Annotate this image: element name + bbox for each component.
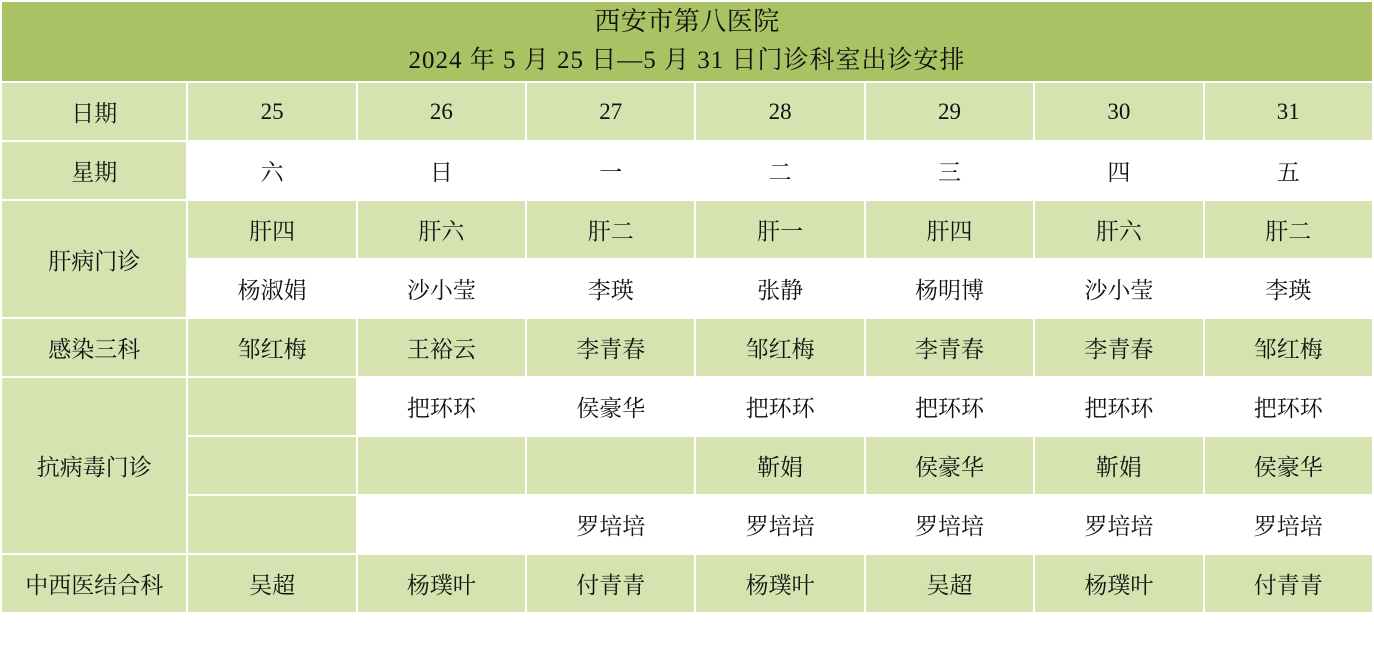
liver-doctor-29: 杨明博 (865, 259, 1034, 318)
weekday-header-row (1, 141, 1373, 200)
liver-clinic-room-row (1, 200, 1373, 259)
date-cell-29: 29 (865, 82, 1034, 141)
antiviral1-27: 侯豪华 (526, 377, 695, 436)
tcm-doctor-27: 付青青 (526, 554, 695, 613)
infection-dept-row (1, 318, 1373, 377)
weekday-cell-wed: 三 (865, 141, 1034, 200)
antiviral3-28: 罗培培 (695, 495, 864, 554)
antiviral2-25 (187, 436, 356, 495)
infection-doctor-26: 王裕云 (357, 318, 526, 377)
liver-room-28: 肝一 (695, 200, 864, 259)
department-infection-3: 感染三科 (1, 318, 187, 377)
tcm-doctor-31: 付青青 (1204, 554, 1373, 613)
tcm-western-row (1, 554, 1373, 613)
liver-clinic-doctor-row (1, 259, 1373, 318)
date-cell-25: 25 (187, 82, 356, 141)
liver-doctor-26: 沙小莹 (357, 259, 526, 318)
antiviral-row-1 (1, 377, 1373, 436)
date-cell-31: 31 (1204, 82, 1373, 141)
department-liver-clinic: 肝病门诊 (1, 200, 187, 318)
tcm-doctor-25: 吴超 (187, 554, 356, 613)
liver-room-25: 肝四 (187, 200, 356, 259)
tcm-doctor-28: 杨璞叶 (695, 554, 864, 613)
antiviral3-30: 罗培培 (1034, 495, 1203, 554)
infection-doctor-25: 邹红梅 (187, 318, 356, 377)
antiviral3-25 (187, 495, 356, 554)
antiviral3-26 (357, 495, 526, 554)
weekday-cell-tue: 二 (695, 141, 864, 200)
weekday-cell-sat: 六 (187, 141, 356, 200)
weekday-cell-mon: 一 (526, 141, 695, 200)
infection-doctor-27: 李青春 (526, 318, 695, 377)
liver-room-26: 肝六 (357, 200, 526, 259)
tcm-doctor-26: 杨璞叶 (357, 554, 526, 613)
title-row (1, 1, 1373, 82)
tcm-doctor-30: 杨璞叶 (1034, 554, 1203, 613)
infection-doctor-29: 李青春 (865, 318, 1034, 377)
date-cell-28: 28 (695, 82, 864, 141)
weekday-cell-fri: 五 (1204, 141, 1373, 200)
antiviral2-27 (526, 436, 695, 495)
antiviral-row-2 (1, 436, 1373, 495)
antiviral2-28: 靳娟 (695, 436, 864, 495)
liver-doctor-27: 李瑛 (526, 259, 695, 318)
hospital-name: 西安市第八医院 (594, 7, 780, 36)
antiviral2-26 (357, 436, 526, 495)
infection-doctor-30: 李青春 (1034, 318, 1203, 377)
infection-doctor-31: 邹红梅 (1204, 318, 1373, 377)
date-range-subtitle: 2024 年 5 月 25 日—5 月 31 日门诊科室出诊安排 (408, 47, 966, 75)
antiviral1-26: 把环环 (357, 377, 526, 436)
date-cell-27: 27 (526, 82, 695, 141)
antiviral1-29: 把环环 (865, 377, 1034, 436)
date-cell-30: 30 (1034, 82, 1203, 141)
date-label: 日期 (1, 82, 187, 141)
weekday-label: 星期 (1, 141, 187, 200)
liver-room-27: 肝二 (526, 200, 695, 259)
weekday-cell-sun: 日 (357, 141, 526, 200)
antiviral2-31: 侯豪华 (1204, 436, 1373, 495)
liver-doctor-25: 杨淑娟 (187, 259, 356, 318)
liver-room-31: 肝二 (1204, 200, 1373, 259)
antiviral3-29: 罗培培 (865, 495, 1034, 554)
antiviral-row-3 (1, 495, 1373, 554)
date-cell-26: 26 (357, 82, 526, 141)
antiviral3-31: 罗培培 (1204, 495, 1373, 554)
liver-room-29: 肝四 (865, 200, 1034, 259)
antiviral2-30: 靳娟 (1034, 436, 1203, 495)
document-title (1, 1, 1373, 82)
weekday-cell-thu: 四 (1034, 141, 1203, 200)
date-header-row (1, 82, 1373, 141)
antiviral2-29: 侯豪华 (865, 436, 1034, 495)
antiviral1-30: 把环环 (1034, 377, 1203, 436)
infection-doctor-28: 邹红梅 (695, 318, 864, 377)
liver-doctor-30: 沙小莹 (1034, 259, 1203, 318)
antiviral1-28: 把环环 (695, 377, 864, 436)
antiviral1-25 (187, 377, 356, 436)
antiviral1-31: 把环环 (1204, 377, 1373, 436)
liver-doctor-28: 张静 (695, 259, 864, 318)
liver-room-30: 肝六 (1034, 200, 1203, 259)
tcm-doctor-29: 吴超 (865, 554, 1034, 613)
department-tcm-western: 中西医结合科 (1, 554, 187, 613)
department-antiviral-clinic: 抗病毒门诊 (1, 377, 187, 554)
antiviral3-27: 罗培培 (526, 495, 695, 554)
liver-doctor-31: 李瑛 (1204, 259, 1373, 318)
